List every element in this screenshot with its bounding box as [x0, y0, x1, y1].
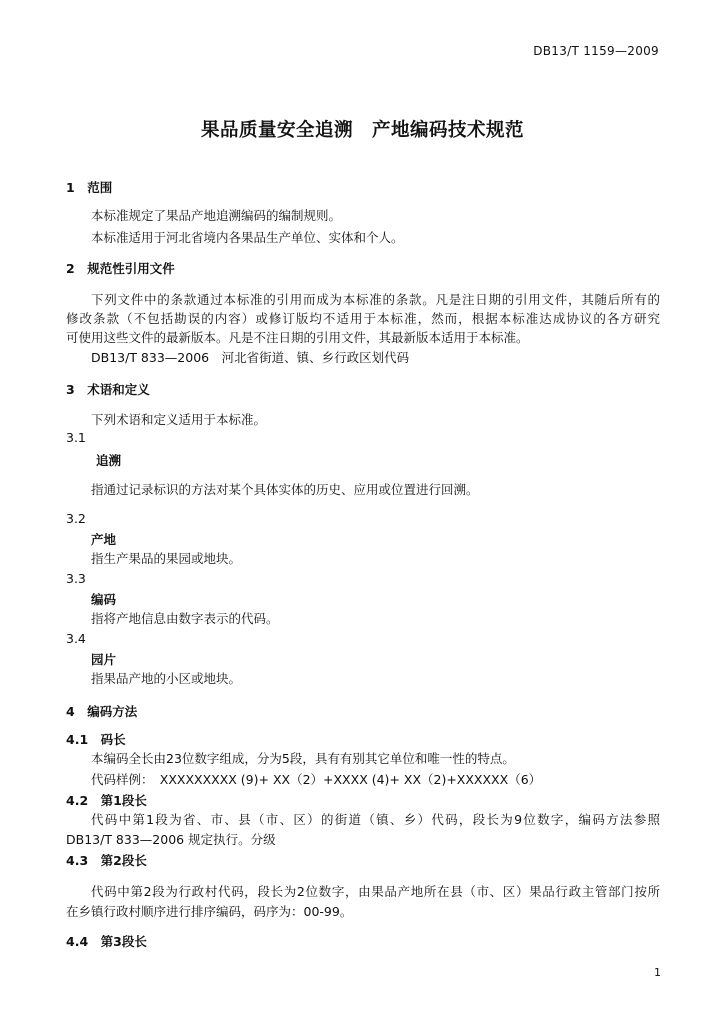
paragraph: 本标准规定了果品产地追溯编码的编制规则。: [91, 208, 342, 223]
subsection-heading: 4.4 第3段长: [66, 934, 147, 949]
term-number: 3.1: [66, 430, 86, 445]
section-heading-terms: 3 术语和定义: [66, 382, 150, 397]
reference-entry: DB13/T 833—2006 河北省街道、镇、乡行政区划代码: [91, 350, 410, 365]
term-name: 产地: [91, 532, 117, 547]
paragraph-line: 可使用这些文件的最新版本。凡是不注日期的引用文件，其最新版本适用于本标准。: [66, 330, 529, 345]
paragraph-line: 下列文件中的条款通过本标准的引用而成为本标准的条款。凡是注日期的引用文件，其随后所有的: [91, 292, 660, 307]
paragraph-line: 修改条款（不包括勘误的内容）或修订版均不适用于本标准，然而，根据本标准达成协议的各方研究: [66, 311, 660, 326]
document-title: 果品质量安全追溯 产地编码技术规范: [200, 120, 524, 141]
term-number: 3.3: [66, 571, 86, 586]
page-number: 1: [654, 966, 661, 979]
paragraph-line: 代码中第2段为行政村代码，段长为2位数字，由果品产地所在县（市、区）果品行政主管部门按所: [91, 884, 660, 899]
standard-number: DB13/T 1159—2009: [533, 44, 659, 58]
paragraph-line: 代码中第1段为省、市、县（市、区）的街道（镇、乡）代码，段长为9位数字，编码方法参照: [91, 812, 660, 827]
paragraph-line: DB13/T 833—2006 规定执行。分级: [66, 832, 276, 847]
term-number: 3.4: [66, 631, 86, 646]
term-definition: 指通过记录标识的方法对某个具体实体的历史、应用或位置进行回溯。: [91, 482, 479, 497]
term-definition: 指果品产地的小区或地块。: [91, 671, 242, 686]
paragraph-line: 在乡镇行政村顺序进行排序编码，码序为：00-99。: [66, 904, 353, 919]
term-number: 3.2: [66, 511, 86, 526]
code-example: 代码样例： XXXXXXXXX (9)+ XX（2）+XXXX (4)+ XX（2)+XXXXXX（6）: [91, 772, 542, 787]
section-heading-normative-references: 2 规范性引用文件: [66, 261, 175, 276]
subsection-heading: 4.1 码长: [66, 732, 126, 747]
paragraph: 本编码全长由23位数字组成，分为5段，具有有别其它单位和唯一性的特点。: [91, 751, 515, 766]
section-heading-scope: 1 范围: [66, 180, 113, 195]
section-heading-coding-method: 4 编码方法: [66, 704, 138, 719]
term-definition: 指将产地信息由数字表示的代码。: [91, 611, 279, 626]
subsection-heading: 4.3 第2段长: [66, 853, 147, 868]
term-name: 园片: [91, 652, 117, 667]
subsection-heading: 4.2 第1段长: [66, 793, 147, 808]
term-name: 编码: [91, 592, 117, 607]
term-name: 追溯: [96, 453, 122, 468]
paragraph: 下列术语和定义适用于本标准。: [91, 412, 267, 427]
paragraph: 本标准适用于河北省境内各果品生产单位、实体和个人。: [91, 230, 404, 245]
term-definition: 指生产果品的果园或地块。: [91, 551, 242, 566]
